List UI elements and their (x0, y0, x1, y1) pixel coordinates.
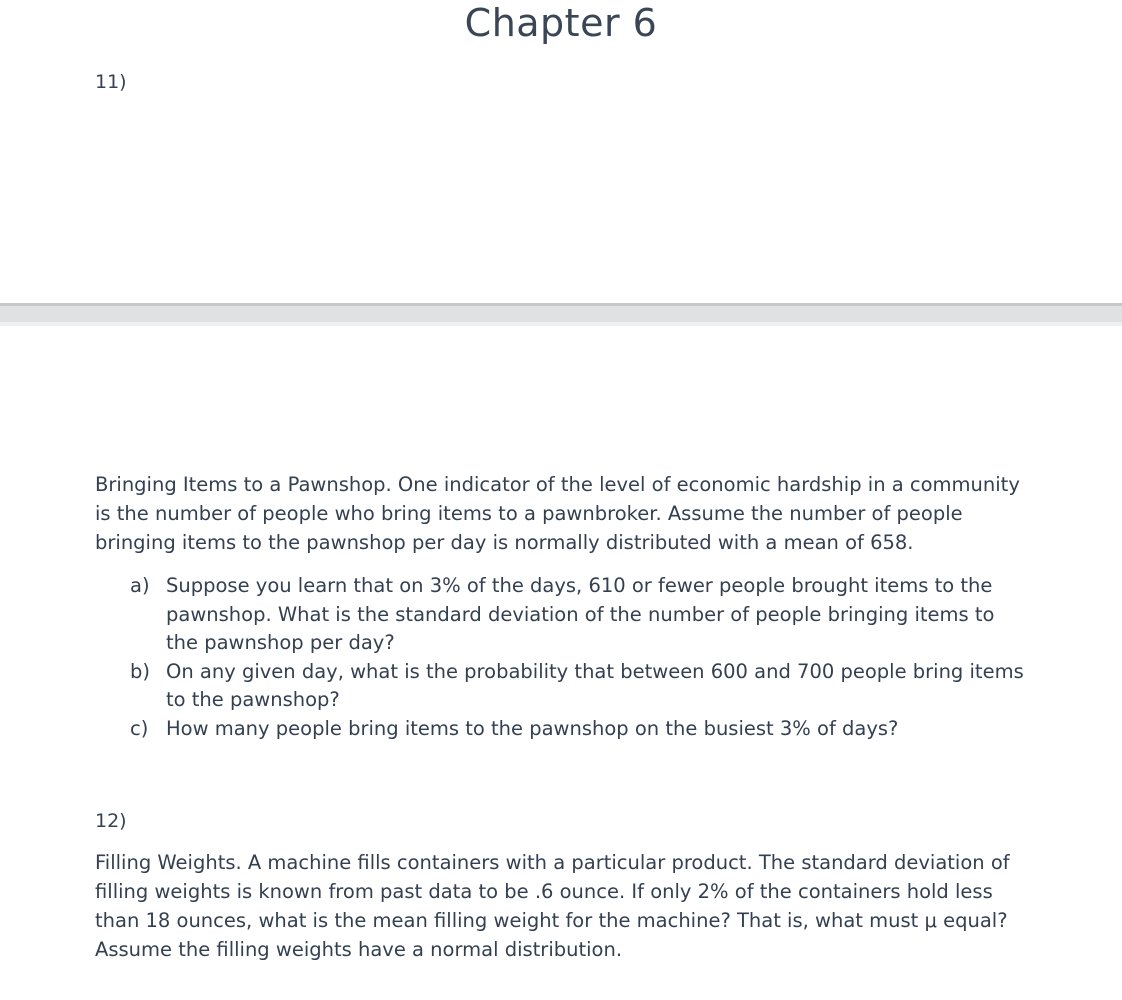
section-divider (0, 303, 1122, 326)
list-item (130, 658, 1030, 715)
question-11-parts (130, 572, 1030, 743)
part-letter: b) (130, 659, 150, 683)
list-item (130, 572, 1030, 658)
question-12-text: Filling Weights. A machine fills containers with a particular product. The standard deviation of filling weights is known from past data to be .6 ounce. If only 2% of the containers hold less than 18 ounces, what is the mean filling weight for the machine? That is, what must μ equal? Assume the filling weights have a normal distribution. (95, 851, 1010, 961)
question-11-number: 11) (95, 71, 127, 93)
question-11-intro: Bringing Items to a Pawnshop. One indicator of the level of economic hardship in a community is the number of people who bring items to a pawnbroker. Assume the number of people bringing items to the pawnshop per day is normally distributed with a mean of 658. (95, 473, 1020, 554)
part-text: On any given day, what is the probability that between 600 and 700 people bring items to the pawnshop? (166, 659, 1024, 711)
part-letter: c) (130, 716, 149, 740)
part-letter: a) (130, 574, 150, 597)
question-12-number: 12) (95, 810, 127, 832)
part-text: How many people bring items to the pawnshop on the busiest 3% of days? (166, 716, 899, 740)
page-title: Chapter 6 (464, 1, 658, 45)
part-text: Suppose you learn that on 3% of the days, 610 or fewer people brought items to the pawnshop. What is the standard deviation of the number of people bringing items to the pawnshop per day? (166, 574, 995, 654)
list-item (130, 715, 1030, 744)
